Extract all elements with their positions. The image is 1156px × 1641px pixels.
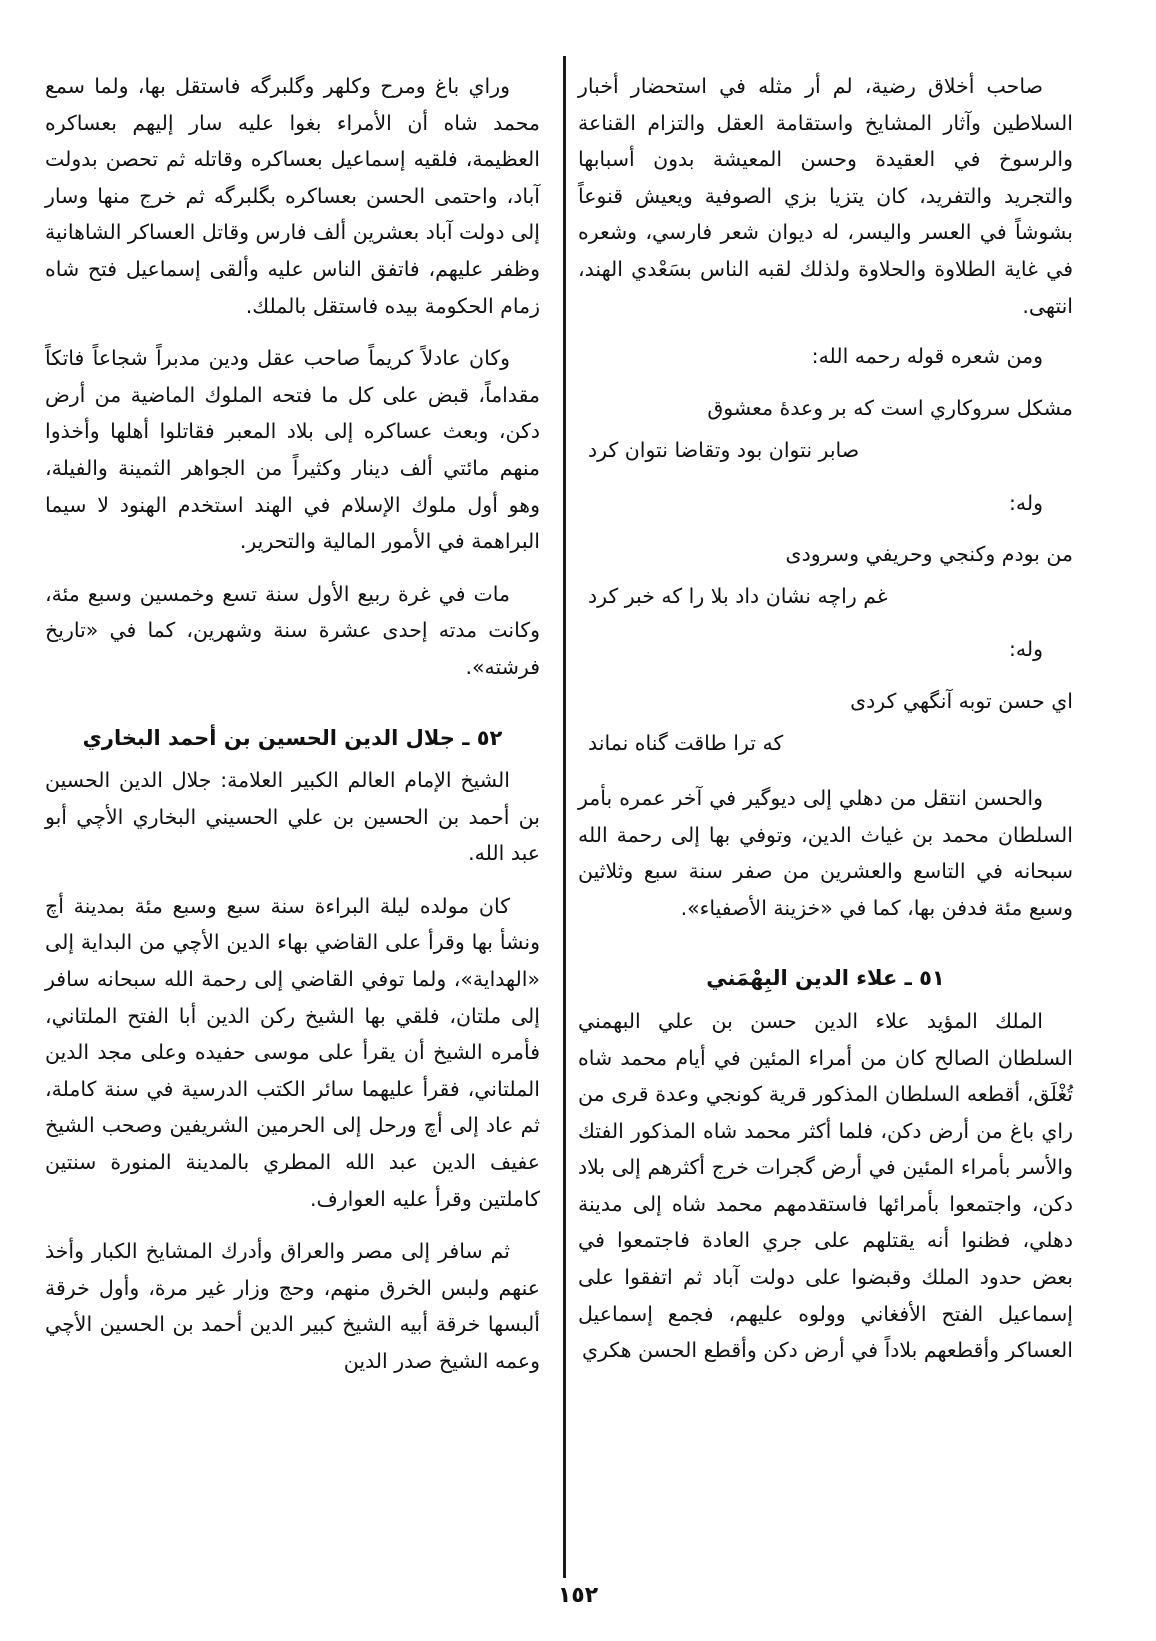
paragraph: ثم سافر إلى مصر والعراق وأدرك المشايخ الكبار وأخذ عنهم ولبس الخرق منهم، وحج وزار غير مرة، وأول خرقة ألبسها خرقة أبيه الشيخ كبير الدين أحمد بن الحسين الأچي وعمه الشيخ صدر الدين [45,1239,540,1373]
page-number: ١٥٢ [557,1583,599,1608]
verse-line: من بودم وكنجي وحريفي وسرودى [785,542,1073,567]
paragraph: مات في غرة ربيع الأول سنة تسع وخمسين وسبع مئة، وكانت مدته إحدى عشرة سنة وشهرين، كما في «تاريخ فرشته». [45,581,540,679]
paragraph: صاحب أخلاق رضية، لم أر مثله في استحضار أخبار السلاطين وآثار المشايخ واستقامة العقل والتزام القناعة والرسوخ في العقيدة وحسن المعيشة بدون أسبابها والتجريد والتفريد، كان يتزيا بزي الصوفية ويعيش قنوعاً بشوشاً في العسر واليسر، له ديوان شعر فارسي، وشعره في غاية الطلاوة والحلاوة ولذلك لقبه الناس بسَعْدي الهند، انتهى. [578,74,1073,318]
paragraph: كان مولده ليلة البراءة سنة سبع وسبع مئة بمدينة أچ ونشأ بها وقرأ على القاضي بهاء الدين الأچي من البداية إلى «الهداية»، ولما توفي القاضي إلى رحمة الله سبحانه سافر إلى ملتان، فلقي بها الشيخ ركن الدين أبا الفتح الملتاني، فأمره الشيخ أن يقرأ على موسى حفيده وعلى مجد الدين الملتاني، فقرأ عليهما سائر الكتب الدرسية في سنة كاملة، ثم عاد إلى أچ ورحل إلى الحرمين الشريفين وصحب الشيخ عفيف الدين عبد الله المطري بالمدينة المنورة سنتين كاملتين وقرأ عليه العوارف. [45,893,540,1211]
right-column [578,68,1073,1568]
verse-line: مشكل سروكاري است كه بر وعدهٔ معشوق [707,395,1073,420]
column-divider [563,56,566,1578]
verse-intro: وله: [1008,490,1043,515]
paragraph: وراي باغ ومرح وكلهر وگلبرگه فاستقل بها، ولما سمع محمد شاه أن الأمراء بغوا عليه سار إليهم بعساكره العظيمة، فلقيه إسماعيل بعساكره وقاتله ثم تحصن بدولت آباد، واحتمى الحسن بعساكره بگلبرگه ثم خرج منها وسار إلى دولت آباد بعشرين ألف فارس وقاتل العساكر الشاهانية وظفر عليهم، فاتفق الناس عليه وألقى إسماعيل فتح شاه زمام الحكومة بيده فاستقل بالملك. [44,74,540,318]
persian-verse [578,387,1073,471]
paragraph: الشيخ الإمام العالم الكبير العلامة: جلال الدين الحسين بن أحمد بن الحسين بن علي الحسيني البخاري الأچي أبو عبد الله. [45,768,540,866]
verse-line: كه ترا طاقت گناه نماند [588,730,784,755]
paragraph: الملك المؤيد علاء الدين حسن بن علي البهمني السلطان الصالح كان من أمراء المئين في أيام محمد شاه تُغْلَق، أقطعه السلطان المذكور قرية كونجي وعدة قرى من راي باغ من أرض دكن، فلما أكثر محمد شاه المذكور الفتك والأسر بأمراء المئين في أرض گجرات خرج أكثرهم إلى بلاد دكن، واجتمعوا بأمرائها فاستقدمهم محمد شاه إلى مدينة دهلي، فظنوا أنه يقتلهم على جري العادة فاجتمعوا في بعض حدود الملك وقبضوا على دولت آباد ثم اتفقوا على إسماعيل الفتح الأفغاني وولوه عليهم، فجمع إسماعيل العساكر وأقطعهم بلاداً في أرض دكن وأقطع الحسن هكري [578,1008,1073,1363]
persian-verse [578,680,1073,764]
entry-heading: ٥٢ ـ جلال الدين الحسين بن أحمد البخاري [82,725,503,750]
entry-heading: ٥١ ـ علاء الدين البِهْمَني [706,966,945,991]
verse-line: اي حسن توبه آنگهي كردى [850,688,1073,713]
left-column [45,68,540,1568]
verse-intro: وله: [1008,637,1043,662]
paragraph: والحسن انتقل من دهلي إلى ديوگير في آخر عمره بأمر السلطان محمد بن غياث الدين، وتوفي بها إلى رحمة الله سبحانه في التاسع والعشرين من صفر سنة سبع وثلاثين وسبع مئة فدفن بها، كما في «خزينة الأصفياء». [578,785,1073,920]
verse-line: غم راچه نشان داد بلا را كه خبر كرد [588,584,888,609]
paragraph: وكان عادلاً كريماً صاحب عقل ودين مدبراً شجاعاً فاتكاً مقداماً، قبض على كل ما فتحه الملوك الماضية من أرض دكن، وبعث عساكره إلى بلاد المعبر فقاتلوا أهلها وأخذوا منهم مائتي ألف دينار وكثيراً من الجواهر الثمينة والفيلة، وهو أول ملوك الإسلام في الهند استخدم الهنود لا سيما البراهمة في الأمور المالية والتحرير. [45,346,540,554]
verse-intro: ومن شعره قوله رحمه الله: [811,344,1043,369]
persian-verse [578,533,1073,617]
verse-line: صابر نتوان بود وتقاضا نتوان كرد [588,437,860,462]
